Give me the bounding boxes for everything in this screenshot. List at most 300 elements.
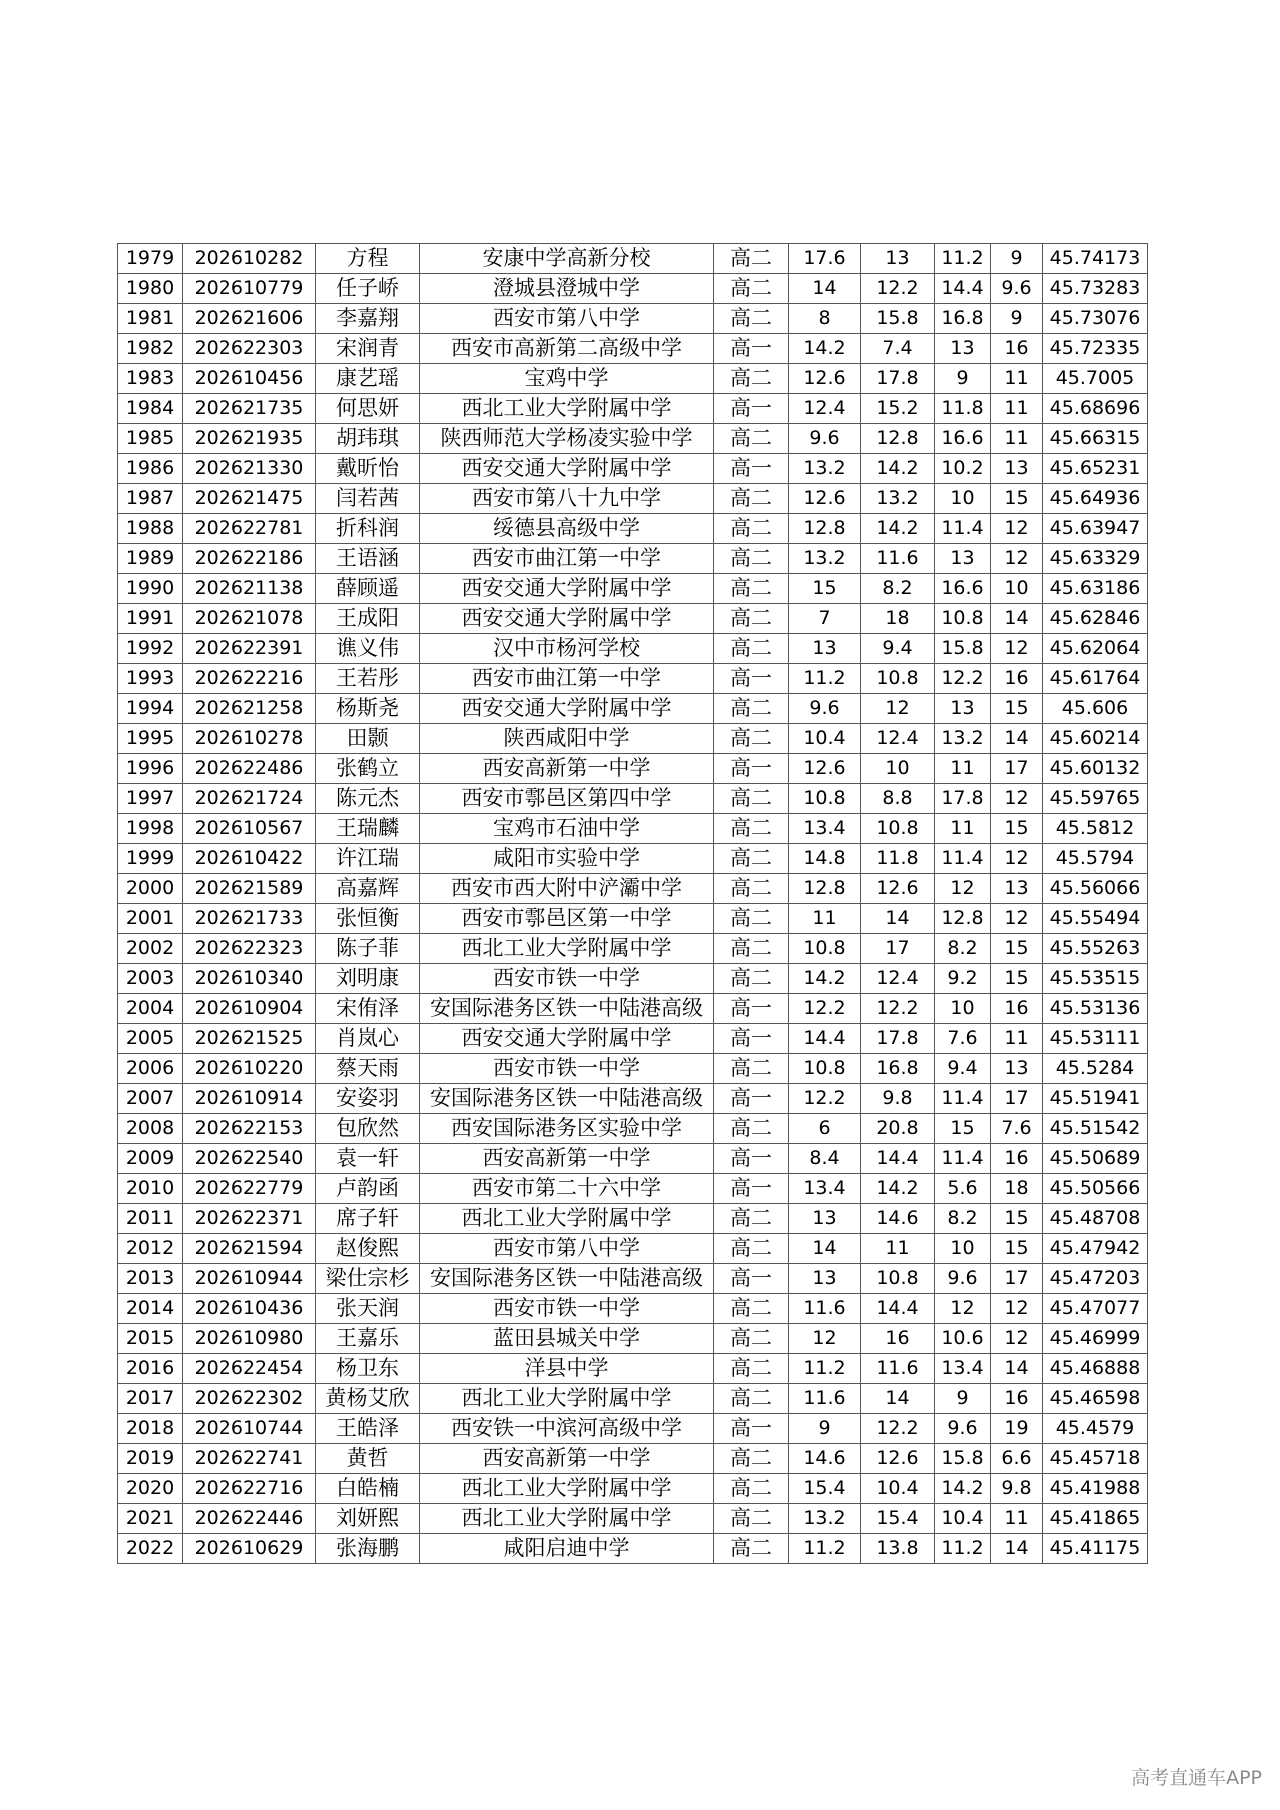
cell-total: 45.68696 [1043, 394, 1148, 424]
cell-rank: 2020 [118, 1474, 183, 1504]
cell-s3: 10.6 [935, 1324, 991, 1354]
cell-grade: 高二 [714, 784, 789, 814]
cell-grade: 高一 [714, 454, 789, 484]
cell-school: 蓝田县城关中学 [420, 1324, 714, 1354]
cell-rank: 2011 [118, 1204, 183, 1234]
cell-id: 202621330 [183, 454, 316, 484]
cell-s4: 9 [991, 244, 1043, 274]
cell-grade: 高二 [714, 724, 789, 754]
cell-grade: 高一 [714, 754, 789, 784]
cell-total: 45.62064 [1043, 634, 1148, 664]
cell-s3: 11.4 [935, 844, 991, 874]
cell-name: 王皓泽 [316, 1414, 420, 1444]
table-row [118, 694, 1148, 724]
cell-id: 202621594 [183, 1234, 316, 1264]
cell-name: 王嘉乐 [316, 1324, 420, 1354]
cell-s1: 11.2 [789, 664, 861, 694]
cell-s2: 15.4 [861, 1504, 935, 1534]
cell-grade: 高二 [714, 484, 789, 514]
cell-s1: 14 [789, 274, 861, 304]
cell-rank: 2012 [118, 1234, 183, 1264]
cell-rank: 2018 [118, 1414, 183, 1444]
cell-school: 西安交通大学附属中学 [420, 604, 714, 634]
table-row [118, 1114, 1148, 1144]
cell-grade: 高二 [714, 964, 789, 994]
cell-s3: 15.8 [935, 634, 991, 664]
cell-s2: 8.2 [861, 574, 935, 604]
cell-s4: 19 [991, 1414, 1043, 1444]
cell-total: 45.63186 [1043, 574, 1148, 604]
cell-s1: 7 [789, 604, 861, 634]
cell-id: 202622302 [183, 1384, 316, 1414]
cell-total: 45.46888 [1043, 1354, 1148, 1384]
cell-s4: 11 [991, 394, 1043, 424]
cell-id: 202610744 [183, 1414, 316, 1444]
cell-total: 45.41988 [1043, 1474, 1148, 1504]
cell-grade: 高二 [714, 634, 789, 664]
cell-s4: 16 [991, 1144, 1043, 1174]
cell-name: 康艺瑶 [316, 364, 420, 394]
table-row [118, 1204, 1148, 1234]
table-row [118, 274, 1148, 304]
cell-s1: 12.6 [789, 364, 861, 394]
cell-id: 202622216 [183, 664, 316, 694]
cell-name: 王语涵 [316, 544, 420, 574]
cell-name: 张天润 [316, 1294, 420, 1324]
cell-s2: 7.4 [861, 334, 935, 364]
cell-s1: 13.4 [789, 814, 861, 844]
cell-rank: 2022 [118, 1534, 183, 1564]
cell-s4: 14 [991, 1534, 1043, 1564]
cell-s4: 15 [991, 814, 1043, 844]
cell-name: 梁仕宗杉 [316, 1264, 420, 1294]
cell-rank: 1982 [118, 334, 183, 364]
cell-rank: 1997 [118, 784, 183, 814]
cell-id: 202622153 [183, 1114, 316, 1144]
cell-total: 45.53136 [1043, 994, 1148, 1024]
cell-s2: 16.8 [861, 1054, 935, 1084]
cell-total: 45.73076 [1043, 304, 1148, 334]
cell-name: 王若彤 [316, 664, 420, 694]
cell-s2: 11.8 [861, 844, 935, 874]
cell-s1: 14.2 [789, 334, 861, 364]
cell-s3: 11.8 [935, 394, 991, 424]
cell-grade: 高二 [714, 364, 789, 394]
cell-s3: 11.4 [935, 514, 991, 544]
cell-s3: 10.2 [935, 454, 991, 484]
cell-school: 西安市铁一中学 [420, 1054, 714, 1084]
cell-s2: 14.2 [861, 514, 935, 544]
cell-name: 高嘉辉 [316, 874, 420, 904]
cell-s4: 6.6 [991, 1444, 1043, 1474]
cell-total: 45.5812 [1043, 814, 1148, 844]
cell-grade: 高一 [714, 1084, 789, 1114]
cell-rank: 2005 [118, 1024, 183, 1054]
cell-total: 45.47942 [1043, 1234, 1148, 1264]
table-row [118, 484, 1148, 514]
cell-grade: 高一 [714, 1144, 789, 1174]
cell-rank: 1983 [118, 364, 183, 394]
cell-s2: 11 [861, 1234, 935, 1264]
cell-name: 折科润 [316, 514, 420, 544]
cell-grade: 高二 [714, 874, 789, 904]
cell-rank: 2008 [118, 1114, 183, 1144]
cell-total: 45.48708 [1043, 1204, 1148, 1234]
table-row [118, 754, 1148, 784]
cell-name: 刘妍熙 [316, 1504, 420, 1534]
cell-rank: 2014 [118, 1294, 183, 1324]
cell-school: 西安交通大学附属中学 [420, 574, 714, 604]
cell-name: 任子峤 [316, 274, 420, 304]
cell-grade: 高二 [714, 1534, 789, 1564]
cell-s1: 12.2 [789, 1084, 861, 1114]
cell-rank: 1987 [118, 484, 183, 514]
cell-name: 陈子菲 [316, 934, 420, 964]
cell-total: 45.45718 [1043, 1444, 1148, 1474]
table-row [118, 994, 1148, 1024]
cell-s3: 7.6 [935, 1024, 991, 1054]
cell-s4: 12 [991, 844, 1043, 874]
cell-s2: 10.8 [861, 814, 935, 844]
cell-name: 张海鹏 [316, 1534, 420, 1564]
cell-id: 202621138 [183, 574, 316, 604]
table-row [118, 1054, 1148, 1084]
cell-rank: 2019 [118, 1444, 183, 1474]
cell-id: 202621733 [183, 904, 316, 934]
cell-rank: 2010 [118, 1174, 183, 1204]
cell-total: 45.63329 [1043, 544, 1148, 574]
cell-s2: 12.8 [861, 424, 935, 454]
cell-s1: 11.6 [789, 1384, 861, 1414]
cell-id: 202610904 [183, 994, 316, 1024]
cell-s1: 12.6 [789, 484, 861, 514]
cell-rank: 1988 [118, 514, 183, 544]
cell-grade: 高二 [714, 304, 789, 334]
table-row [118, 724, 1148, 754]
cell-id: 202621078 [183, 604, 316, 634]
cell-name: 陈元杰 [316, 784, 420, 814]
table-body [118, 244, 1148, 1564]
cell-s3: 11.2 [935, 244, 991, 274]
table-row [118, 1144, 1148, 1174]
cell-grade: 高二 [714, 844, 789, 874]
cell-s2: 11.6 [861, 1354, 935, 1384]
cell-s2: 14 [861, 1384, 935, 1414]
cell-s1: 14.8 [789, 844, 861, 874]
cell-id: 202622323 [183, 934, 316, 964]
cell-id: 202622391 [183, 634, 316, 664]
cell-rank: 2017 [118, 1384, 183, 1414]
cell-name: 李嘉翔 [316, 304, 420, 334]
cell-id: 202610629 [183, 1534, 316, 1564]
cell-s2: 11.6 [861, 544, 935, 574]
cell-s1: 11.2 [789, 1534, 861, 1564]
cell-id: 202610278 [183, 724, 316, 754]
cell-grade: 高一 [714, 1174, 789, 1204]
cell-rank: 2000 [118, 874, 183, 904]
cell-s4: 11 [991, 1504, 1043, 1534]
ranking-table [117, 243, 1148, 1564]
cell-s3: 5.6 [935, 1174, 991, 1204]
cell-s2: 12.2 [861, 1414, 935, 1444]
cell-s4: 16 [991, 994, 1043, 1024]
cell-s4: 10 [991, 574, 1043, 604]
cell-name: 杨斯尧 [316, 694, 420, 724]
cell-rank: 1985 [118, 424, 183, 454]
cell-school: 西安市第八中学 [420, 304, 714, 334]
cell-school: 西安高新第一中学 [420, 754, 714, 784]
cell-total: 45.64936 [1043, 484, 1148, 514]
cell-total: 45.62846 [1043, 604, 1148, 634]
cell-s4: 15 [991, 934, 1043, 964]
table-row [118, 1444, 1148, 1474]
cell-school: 咸阳启迪中学 [420, 1534, 714, 1564]
table-row [118, 1384, 1148, 1414]
cell-name: 王瑞麟 [316, 814, 420, 844]
cell-school: 安国际港务区铁一中陆港高级 [420, 1084, 714, 1114]
table-row [118, 664, 1148, 694]
cell-s4: 15 [991, 694, 1043, 724]
cell-s3: 11.2 [935, 1534, 991, 1564]
cell-id: 202610220 [183, 1054, 316, 1084]
cell-id: 202622186 [183, 544, 316, 574]
cell-school: 宝鸡中学 [420, 364, 714, 394]
cell-s2: 17.8 [861, 364, 935, 394]
table-row [118, 454, 1148, 484]
cell-s4: 9.8 [991, 1474, 1043, 1504]
cell-rank: 1986 [118, 454, 183, 484]
cell-school: 安国际港务区铁一中陆港高级 [420, 994, 714, 1024]
cell-school: 西安交通大学附属中学 [420, 1024, 714, 1054]
cell-s4: 16 [991, 1384, 1043, 1414]
cell-id: 202622454 [183, 1354, 316, 1384]
cell-rank: 2004 [118, 994, 183, 1024]
cell-s2: 14.6 [861, 1204, 935, 1234]
cell-grade: 高二 [714, 514, 789, 544]
cell-id: 202621606 [183, 304, 316, 334]
cell-rank: 1989 [118, 544, 183, 574]
cell-rank: 2013 [118, 1264, 183, 1294]
cell-name: 刘明康 [316, 964, 420, 994]
cell-s4: 13 [991, 454, 1043, 484]
cell-s3: 16.6 [935, 424, 991, 454]
table-row [118, 964, 1148, 994]
cell-school: 西安交通大学附属中学 [420, 694, 714, 724]
table-row [118, 904, 1148, 934]
table-row [118, 364, 1148, 394]
cell-id: 202610944 [183, 1264, 316, 1294]
cell-rank: 2009 [118, 1144, 183, 1174]
cell-s1: 13 [789, 1204, 861, 1234]
table-row [118, 814, 1148, 844]
cell-school: 西北工业大学附属中学 [420, 934, 714, 964]
cell-name: 许江瑞 [316, 844, 420, 874]
cell-total: 45.47077 [1043, 1294, 1148, 1324]
cell-name: 赵俊熙 [316, 1234, 420, 1264]
cell-s3: 13.4 [935, 1354, 991, 1384]
cell-id: 202621935 [183, 424, 316, 454]
table-row [118, 1174, 1148, 1204]
cell-total: 45.63947 [1043, 514, 1148, 544]
cell-id: 202610567 [183, 814, 316, 844]
cell-s2: 20.8 [861, 1114, 935, 1144]
cell-school: 陕西师范大学杨凌实验中学 [420, 424, 714, 454]
cell-s1: 10.8 [789, 784, 861, 814]
cell-school: 西安市第八中学 [420, 1234, 714, 1264]
cell-school: 西安国际港务区实验中学 [420, 1114, 714, 1144]
cell-s4: 12 [991, 634, 1043, 664]
cell-name: 宋侑泽 [316, 994, 420, 1024]
cell-grade: 高二 [714, 1114, 789, 1144]
cell-s2: 9.8 [861, 1084, 935, 1114]
cell-rank: 2006 [118, 1054, 183, 1084]
cell-id: 202622716 [183, 1474, 316, 1504]
cell-s1: 9.6 [789, 694, 861, 724]
table-row [118, 1354, 1148, 1384]
cell-s3: 8.2 [935, 934, 991, 964]
cell-school: 西安市西大附中浐灞中学 [420, 874, 714, 904]
cell-s2: 13.2 [861, 484, 935, 514]
cell-total: 45.51941 [1043, 1084, 1148, 1114]
cell-name: 张恒衡 [316, 904, 420, 934]
cell-s2: 9.4 [861, 634, 935, 664]
cell-total: 45.60214 [1043, 724, 1148, 754]
table-row [118, 634, 1148, 664]
cell-grade: 高一 [714, 334, 789, 364]
cell-grade: 高二 [714, 604, 789, 634]
cell-rank: 1979 [118, 244, 183, 274]
cell-s2: 10.4 [861, 1474, 935, 1504]
cell-name: 田颢 [316, 724, 420, 754]
cell-id: 202622371 [183, 1204, 316, 1234]
cell-s1: 15.4 [789, 1474, 861, 1504]
cell-s1: 10.4 [789, 724, 861, 754]
cell-s1: 11.2 [789, 1354, 861, 1384]
cell-total: 45.5284 [1043, 1054, 1148, 1084]
cell-s3: 9.6 [935, 1414, 991, 1444]
cell-s4: 18 [991, 1174, 1043, 1204]
cell-rank: 2021 [118, 1504, 183, 1534]
cell-id: 202621589 [183, 874, 316, 904]
cell-s4: 9 [991, 304, 1043, 334]
cell-name: 何思妍 [316, 394, 420, 424]
cell-name: 卢韵函 [316, 1174, 420, 1204]
cell-s3: 16.8 [935, 304, 991, 334]
cell-grade: 高二 [714, 1054, 789, 1084]
cell-s4: 15 [991, 1234, 1043, 1264]
cell-name: 王成阳 [316, 604, 420, 634]
cell-s2: 13 [861, 244, 935, 274]
table-row [118, 1504, 1148, 1534]
cell-s3: 11.4 [935, 1144, 991, 1174]
cell-s3: 17.8 [935, 784, 991, 814]
cell-s2: 12.4 [861, 724, 935, 754]
cell-s2: 14.2 [861, 454, 935, 484]
cell-grade: 高二 [714, 934, 789, 964]
cell-id: 202610436 [183, 1294, 316, 1324]
cell-total: 45.72335 [1043, 334, 1148, 364]
cell-s2: 10.8 [861, 664, 935, 694]
table-row [118, 574, 1148, 604]
cell-rank: 2015 [118, 1324, 183, 1354]
cell-rank: 1994 [118, 694, 183, 724]
cell-s1: 11.6 [789, 1294, 861, 1324]
cell-s3: 9.6 [935, 1264, 991, 1294]
cell-school: 西安高新第一中学 [420, 1444, 714, 1474]
cell-s3: 10 [935, 994, 991, 1024]
cell-s1: 12.8 [789, 514, 861, 544]
cell-id: 202610422 [183, 844, 316, 874]
cell-name: 方程 [316, 244, 420, 274]
cell-rank: 1981 [118, 304, 183, 334]
table-row [118, 1024, 1148, 1054]
cell-id: 202622779 [183, 1174, 316, 1204]
cell-id: 202621724 [183, 784, 316, 814]
table-row [118, 544, 1148, 574]
cell-name: 安姿羽 [316, 1084, 420, 1114]
cell-s4: 16 [991, 664, 1043, 694]
cell-grade: 高二 [714, 1354, 789, 1384]
cell-s3: 13 [935, 334, 991, 364]
cell-s1: 12.4 [789, 394, 861, 424]
cell-s2: 12 [861, 694, 935, 724]
cell-total: 45.47203 [1043, 1264, 1148, 1294]
cell-s3: 10 [935, 1234, 991, 1264]
cell-s3: 10 [935, 484, 991, 514]
cell-s3: 9.2 [935, 964, 991, 994]
cell-s3: 8.2 [935, 1204, 991, 1234]
cell-id: 202622446 [183, 1504, 316, 1534]
cell-s3: 14.4 [935, 274, 991, 304]
cell-s3: 14.2 [935, 1474, 991, 1504]
cell-id: 202610456 [183, 364, 316, 394]
cell-school: 西安市第八十九中学 [420, 484, 714, 514]
cell-school: 西北工业大学附属中学 [420, 1384, 714, 1414]
table-row [118, 1534, 1148, 1564]
cell-s3: 12.8 [935, 904, 991, 934]
cell-s1: 13.2 [789, 454, 861, 484]
cell-s3: 11.4 [935, 1084, 991, 1114]
cell-id: 202621258 [183, 694, 316, 724]
cell-school: 宝鸡市石油中学 [420, 814, 714, 844]
cell-school: 汉中市杨河学校 [420, 634, 714, 664]
cell-s3: 15 [935, 1114, 991, 1144]
table-row [118, 304, 1148, 334]
cell-s4: 17 [991, 754, 1043, 784]
cell-id: 202610779 [183, 274, 316, 304]
cell-s3: 9 [935, 1384, 991, 1414]
cell-s2: 14.2 [861, 1174, 935, 1204]
cell-s1: 9 [789, 1414, 861, 1444]
cell-id: 202622486 [183, 754, 316, 784]
cell-total: 45.50689 [1043, 1144, 1148, 1174]
cell-s2: 14.4 [861, 1144, 935, 1174]
cell-total: 45.65231 [1043, 454, 1148, 484]
cell-s2: 8.8 [861, 784, 935, 814]
cell-school: 绥德县高级中学 [420, 514, 714, 544]
table-row [118, 1474, 1148, 1504]
table-row [118, 424, 1148, 454]
cell-name: 袁一轩 [316, 1144, 420, 1174]
cell-total: 45.73283 [1043, 274, 1148, 304]
table-row [118, 1324, 1148, 1354]
cell-id: 202622741 [183, 1444, 316, 1474]
cell-rank: 2002 [118, 934, 183, 964]
cell-total: 45.4579 [1043, 1414, 1148, 1444]
cell-id: 202610914 [183, 1084, 316, 1114]
table-row [118, 1264, 1148, 1294]
cell-s3: 13 [935, 694, 991, 724]
